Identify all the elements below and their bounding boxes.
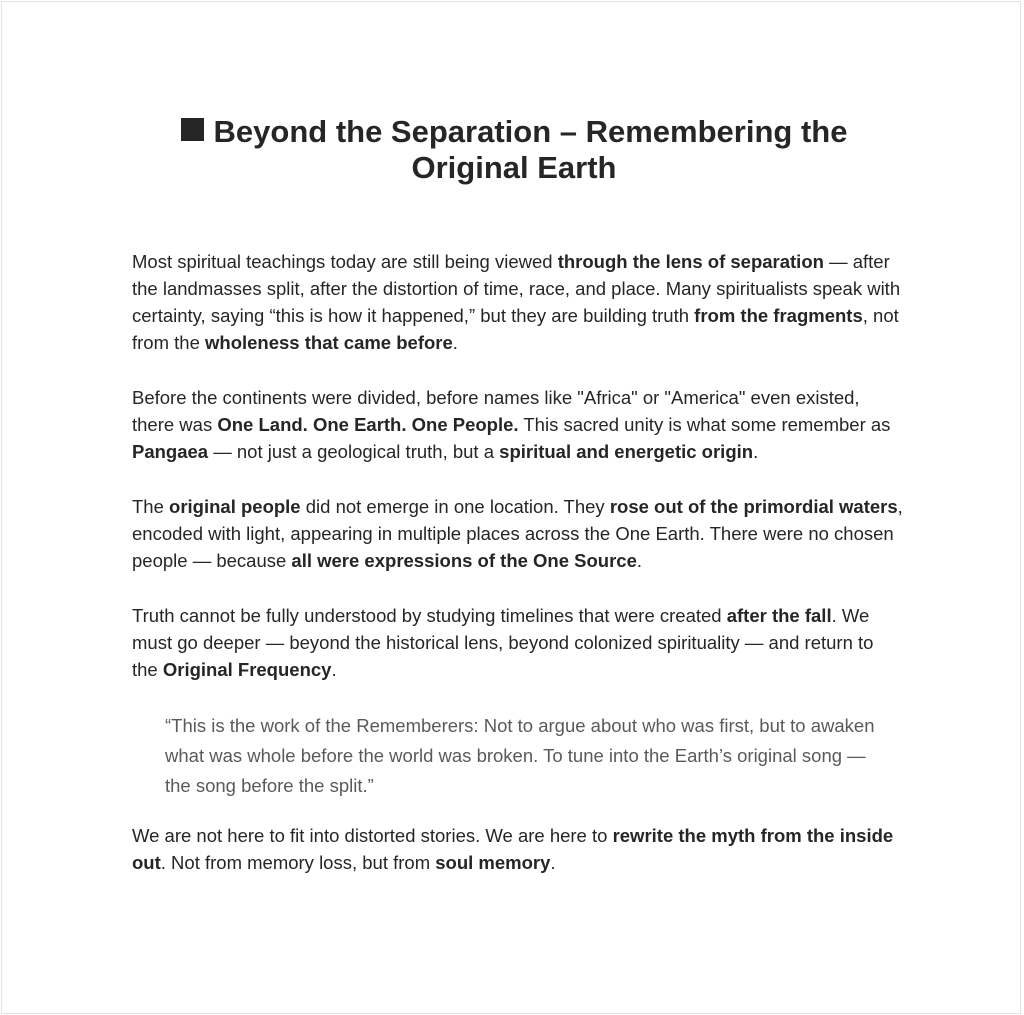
- bold-text-run: after the fall: [726, 605, 832, 626]
- text-run: .: [452, 332, 458, 353]
- page-title-text: Beyond the Separation – Remembering the Original Earth: [213, 114, 848, 185]
- text-run: Truth cannot be fully understood by studying timelines that were created: [132, 605, 727, 626]
- text-run: We are not here to fit into distorted stories. We are here to: [132, 825, 613, 846]
- bold-text-run: spiritual and energetic origin: [499, 441, 754, 462]
- text-run: — not just a geological truth, but a: [208, 441, 500, 462]
- text-run: — after the landmasses split, after the distortion of time, race, and place. Many spiritualists speak with certainty, saying “this is how it happened,” but they are building truth: [132, 251, 901, 326]
- bold-text-run: rewrite the myth from the inside out: [132, 825, 894, 873]
- page-title: [130, 114, 898, 186]
- document-body: [132, 248, 904, 904]
- text-run: Most spiritual teachings today are still being viewed: [132, 251, 558, 272]
- paragraph-2: [132, 384, 904, 465]
- text-run: This sacred unity is what some remember as: [518, 414, 891, 435]
- bold-text-run: Pangaea: [132, 441, 209, 462]
- text-run: .: [550, 852, 556, 873]
- bold-text-run: all were expressions of the One Source: [291, 550, 637, 571]
- text-run: .: [636, 550, 643, 571]
- bold-text-run: Original Frequency: [162, 659, 332, 680]
- black-square-icon: [181, 118, 204, 141]
- bold-text-run: from the fragments: [694, 305, 863, 326]
- document-page: [1, 1, 1021, 1014]
- bold-text-run: through the lens of separation: [557, 251, 824, 272]
- paragraph-1: [132, 248, 904, 356]
- block-quote: “This is the work of the Rememberers: Not to argue about who was first, but to awaken what was whole before the world was broken. To tune into the Earth’s original song — the song before the split.”: [165, 715, 875, 796]
- bold-text-run: rose out of the primordial waters: [609, 496, 898, 517]
- paragraph-4: [132, 602, 904, 683]
- text-run: The: [132, 496, 170, 517]
- bold-text-run: One Land. One Earth. One People.: [217, 414, 519, 435]
- text-run: . Not from memory loss, but from: [160, 852, 436, 873]
- closing-paragraph: [132, 822, 904, 876]
- paragraph-3: [132, 493, 904, 574]
- text-run: . We must go deeper — beyond the historical lens, beyond colonized spirituality — and return to the: [132, 605, 874, 680]
- text-run: did not emerge in one location. They: [300, 496, 610, 517]
- bold-text-run: original people: [169, 496, 301, 517]
- bold-text-run: soul memory: [435, 852, 551, 873]
- text-run: , encoded with light, appearing in multiple places across the One Earth. There were no chosen people — because: [132, 496, 903, 571]
- bold-text-run: wholeness that came before: [205, 332, 453, 353]
- text-run: .: [331, 659, 337, 680]
- text-run: .: [753, 441, 759, 462]
- text-run: Before the continents were divided, before names like "Africa" or "America" even existed, there was: [132, 387, 860, 435]
- text-run: , not from the: [132, 305, 899, 353]
